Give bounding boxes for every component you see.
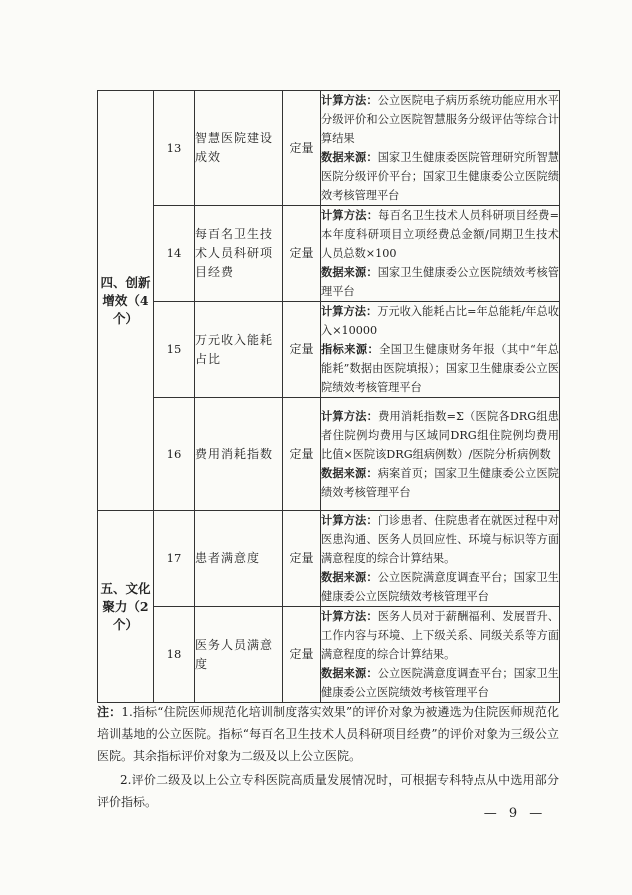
indicator-name: 智慧医院建设成效 [195,91,283,206]
table-row [98,302,560,398]
indicator-type: 定量 [283,511,321,607]
source-text: 公立医院满意度调查平台；国家卫生健康委公立医院绩效考核管理平台 [321,667,559,699]
category-culture: 五、文化聚力（2个） [98,511,154,703]
indicator-type: 定量 [283,302,321,398]
source-label: 数据来源： [321,265,378,279]
indicator-description [321,511,560,607]
table-row [98,206,560,302]
table-row [98,511,560,607]
calc-text: 费用消耗指数=Σ（医院各DRG组患者住院例均费用与区域同DRG组住院例均费用比值×医院该DRG组病例数）/医院分析病例数 [321,409,559,461]
indicator-description [321,398,560,511]
row-number: 14 [154,206,195,302]
calc-label: 计算方法： [321,208,379,222]
note-1-text: 1.指标“住院医师规范化培训制度落实效果”的评价对象为被遴选为住院医师规范化培训基地的公立医院。指标“每百名卫生技术人员科研项目经费”的评价对象为三级公立医院。其余指标评价对象为二级及以上公立医院。 [97,705,559,763]
indicator-description [321,206,560,302]
calc-label: 计算方法： [321,93,378,107]
note-1 [97,701,559,767]
indicator-type: 定量 [283,607,321,703]
table-row [98,607,560,703]
source-text: 国家卫生健康委公立医院绩效考核管理平台 [321,266,559,298]
indicator-description [321,302,560,398]
indicator-type: 定量 [283,398,321,511]
indicator-name: 每百名卫生技术人员科研项目经费 [195,206,283,302]
indicator-name: 费用消耗指数 [195,398,283,511]
calc-text: 门诊患者、住院患者在就医过程中对医患沟通、医务人员回应性、环境与标识等方面满意程度的综合计算结果。 [321,514,559,565]
note-2: 2.评价二级及以上公立专科医院高质量发展情况时，可根据专科特点从中选用部分评价指标。 [97,773,559,809]
indicator-name: 医务人员满意度 [195,607,283,703]
calc-text: 每百名卫生技术人员科研项目经费=本年度科研项目立项经费总金额/同期卫生技术人员总数×100 [321,209,559,260]
indicator-description [321,607,560,703]
source-label: 数据来源： [321,150,378,164]
source-label: 指标来源： [321,342,380,356]
category-innovation: 四、创新增效（4个） [98,91,154,511]
indicator-description [321,91,560,206]
indicator-type: 定量 [283,91,321,206]
indicator-name: 万元收入能耗占比 [195,302,283,398]
table-notes [97,701,559,813]
source-text: 全国卫生健康财务年报（其中“年总能耗”数据由医院填报）；国家卫生健康委公立医院绩效考核管理平台 [321,343,559,394]
calc-label: 计算方法： [321,609,378,623]
row-number: 13 [154,91,195,206]
calc-label: 计算方法： [321,513,378,527]
table-row [98,398,560,511]
calc-label: 计算方法： [321,408,379,423]
row-number: 16 [154,398,195,511]
calc-text: 医务人员对于薪酬福利、发展晋升、工作内容与环境、上下级关系、同级关系等方面满意程度的综合计算结果。 [321,610,559,661]
row-number: 17 [154,511,195,607]
calc-label: 计算方法： [321,304,378,318]
source-label: 数据来源： [321,570,378,584]
calc-text: 万元收入能耗占比=年总能耗/年总收入×10000 [321,305,559,337]
indicator-name: 患者满意度 [195,511,283,607]
source-text: 国家卫生健康委医院管理研究所智慧医院分级评价平台；国家卫生健康委公立医院绩效考核管理平台 [321,151,559,202]
row-number: 15 [154,302,195,398]
note-label: 注： [97,705,122,719]
indicator-table [97,90,560,703]
source-text: 病案首页；国家卫生健康委公立医院绩效考核管理平台 [321,466,559,499]
table-row [98,91,560,206]
row-number: 18 [154,607,195,703]
source-label: 数据来源： [321,465,378,480]
page-number: — 9 — [483,806,547,821]
calc-text: 公立医院电子病历系统功能应用水平分级评价和公立医院智慧服务分级评估等综合计算结果 [321,94,559,145]
indicator-type: 定量 [283,206,321,302]
source-text: 公立医院满意度调查平台；国家卫生健康委公立医院绩效考核管理平台 [321,571,559,603]
source-label: 数据来源： [321,666,378,680]
